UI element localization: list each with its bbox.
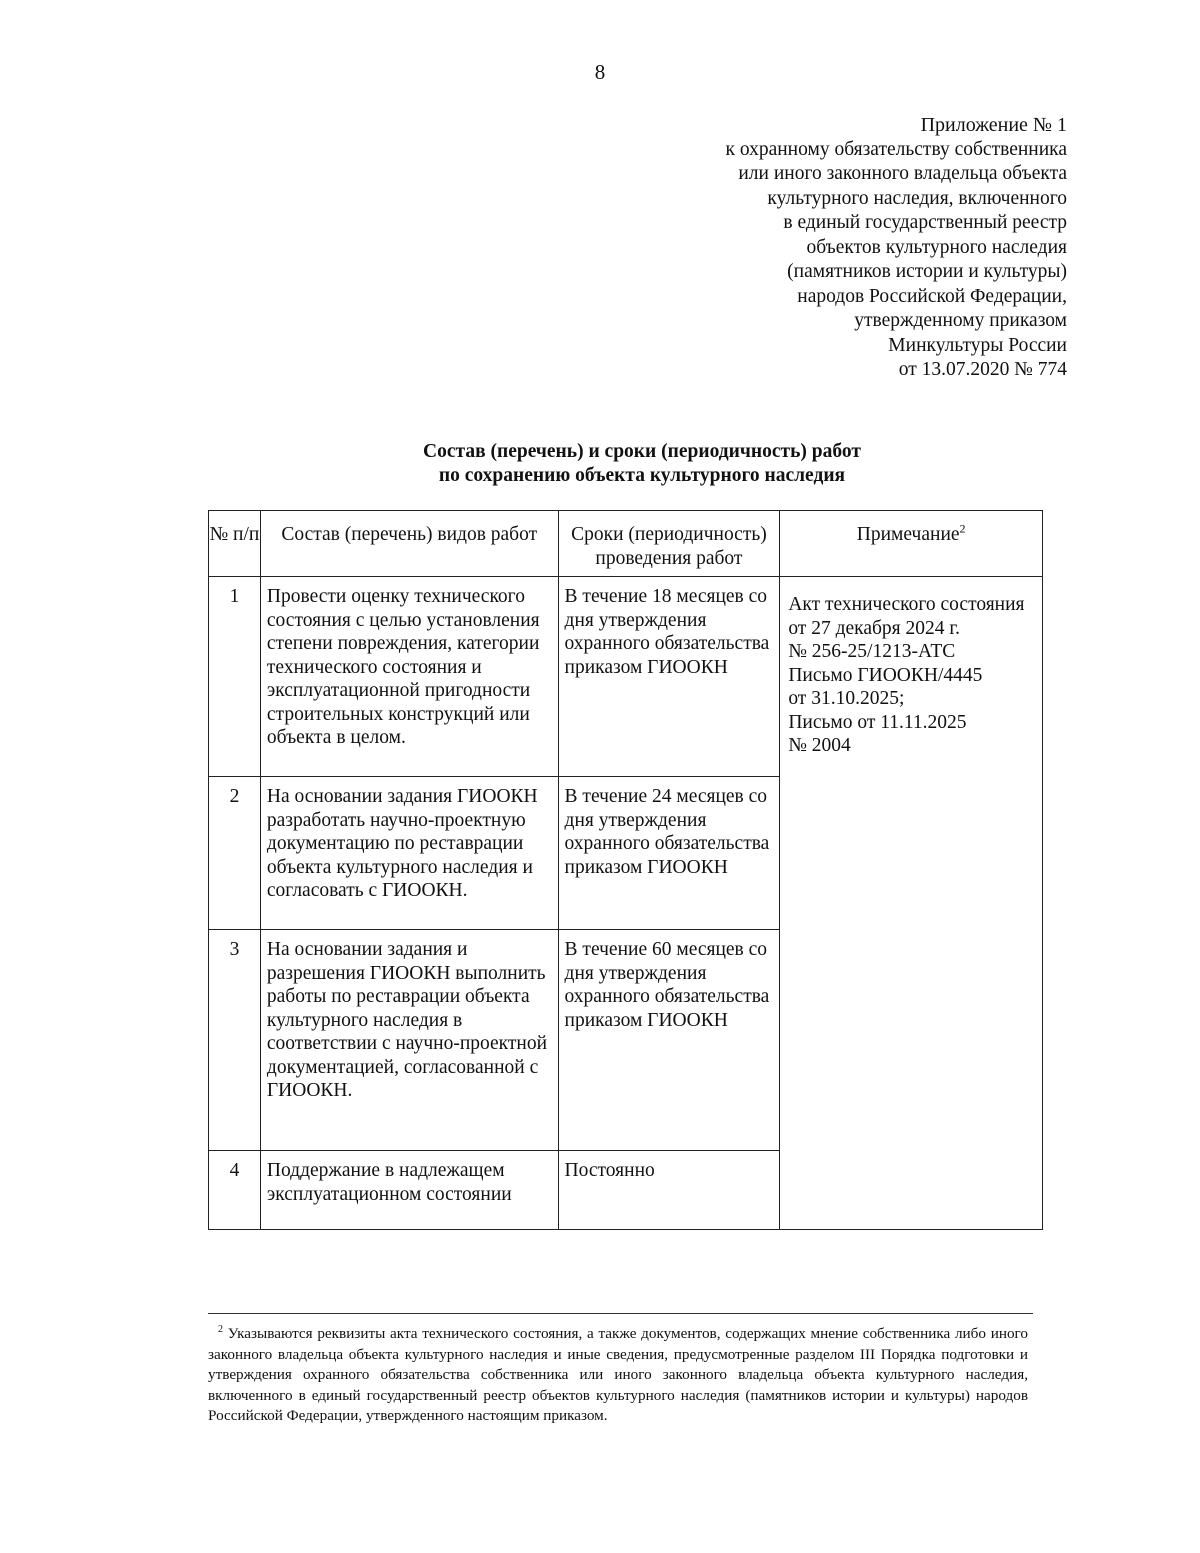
footnote-text: Указываются реквизиты акта технического состояния, а также документов, содержащих мнение собственника либо иного законного владельца объекта культурного наследия и иные сведения, предусмотренные разделом III Порядка подготовки и утверждения охранного обязательства собственника или иного законного владельца объекта культурного наследия, включенного в единый государственный реестр объектов культурного наследия (памятников истории и культуры) народов Российской Федерации, утвержденного настоящим приказом. [208,1325,1028,1424]
row-term: В течение 24 месяцев со дня утверждения охранного обязательства приказом ГИООКН [558,777,780,930]
note-line: Письмо ГИООКН/4445 [788,664,983,686]
title-line-2: по сохранению объекта культурного наследия [438,465,846,486]
appendix-line: в единый государственный реестр [783,212,1067,233]
header-num: № п/п [209,511,261,577]
note-line: от 27 декабря 2024 г. [788,617,961,639]
footnote-divider [208,1313,1033,1314]
document-title [0,440,1200,488]
row-work: На основании задания и разрешения ГИООКН выполнить работы по реставрации объекта культурного наследия в соответствии с научно-проектной документацией, согласованной с ГИООКН. [260,930,558,1151]
appendix-line: (памятников истории и культуры) [787,261,1067,282]
row-term: В течение 60 месяцев со дня утверждения охранного обязательства приказом ГИООКН [558,930,780,1151]
row-term: В течение 18 месяцев со дня утверждения охранного обязательства приказом ГИООКН [558,577,780,777]
appendix-line: народов Российской Федерации, [797,285,1067,307]
title-line-1: Состав (перечень) и сроки (периодичность) работ [423,441,861,462]
row-work: Провести оценку технического состояния с целью установления степени повреждения, категории технического состояния и эксплуатационной пригодности строительных конструкций или объекта в целом. [260,577,558,777]
row-term: Постоянно [558,1151,780,1230]
page-number: 8 [594,60,606,84]
note-line: № 2004 [788,735,851,756]
header-term: Сроки (периодичность) проведения работ [558,511,780,577]
appendix-line: Минкультуры России [888,334,1067,356]
row-num: 1 [209,577,261,777]
appendix-line: или иного законного владельца объекта [738,163,1067,184]
header-note-footnote-mark: 2 [959,521,966,536]
row-note [780,577,1043,1230]
appendix-line: к охранному обязательству собственника [725,138,1067,160]
header-note-label: Примечание [856,524,960,545]
appendix-line: Приложение № 1 [920,114,1067,136]
row-num: 2 [209,777,261,930]
table-row [209,577,1043,777]
row-work: На основании задания ГИООКН разработать научно-проектную документацию по реставрации объекта культурного наследия и согласовать с ГИООКН. [260,777,558,930]
appendix-line: культурного наследия, включенного [767,187,1067,209]
appendix-line: утвержденному приказом [854,310,1067,331]
table-header-row [209,511,1043,577]
note-line: от 31.10.2025; [788,688,905,709]
note-line: Письмо от 11.11.2025 [788,711,967,733]
works-table [208,510,1043,1230]
header-work: Состав (перечень) видов работ [260,511,558,577]
footnote [208,1324,1028,1427]
row-num: 3 [209,930,261,1151]
appendix-line: от 13.07.2020 № 774 [898,359,1067,380]
appendix-header [507,113,1067,383]
note-line: № 256-25/1213-АТС [788,641,956,662]
row-num: 4 [209,1151,261,1230]
footnote-mark: 2 [218,1323,223,1335]
note-line: Акт технического состояния [788,594,1025,615]
row-work: Поддержание в надлежащем эксплуатационном состоянии [260,1151,558,1230]
appendix-line: объектов культурного наследия [806,236,1067,258]
header-note [780,511,1043,577]
